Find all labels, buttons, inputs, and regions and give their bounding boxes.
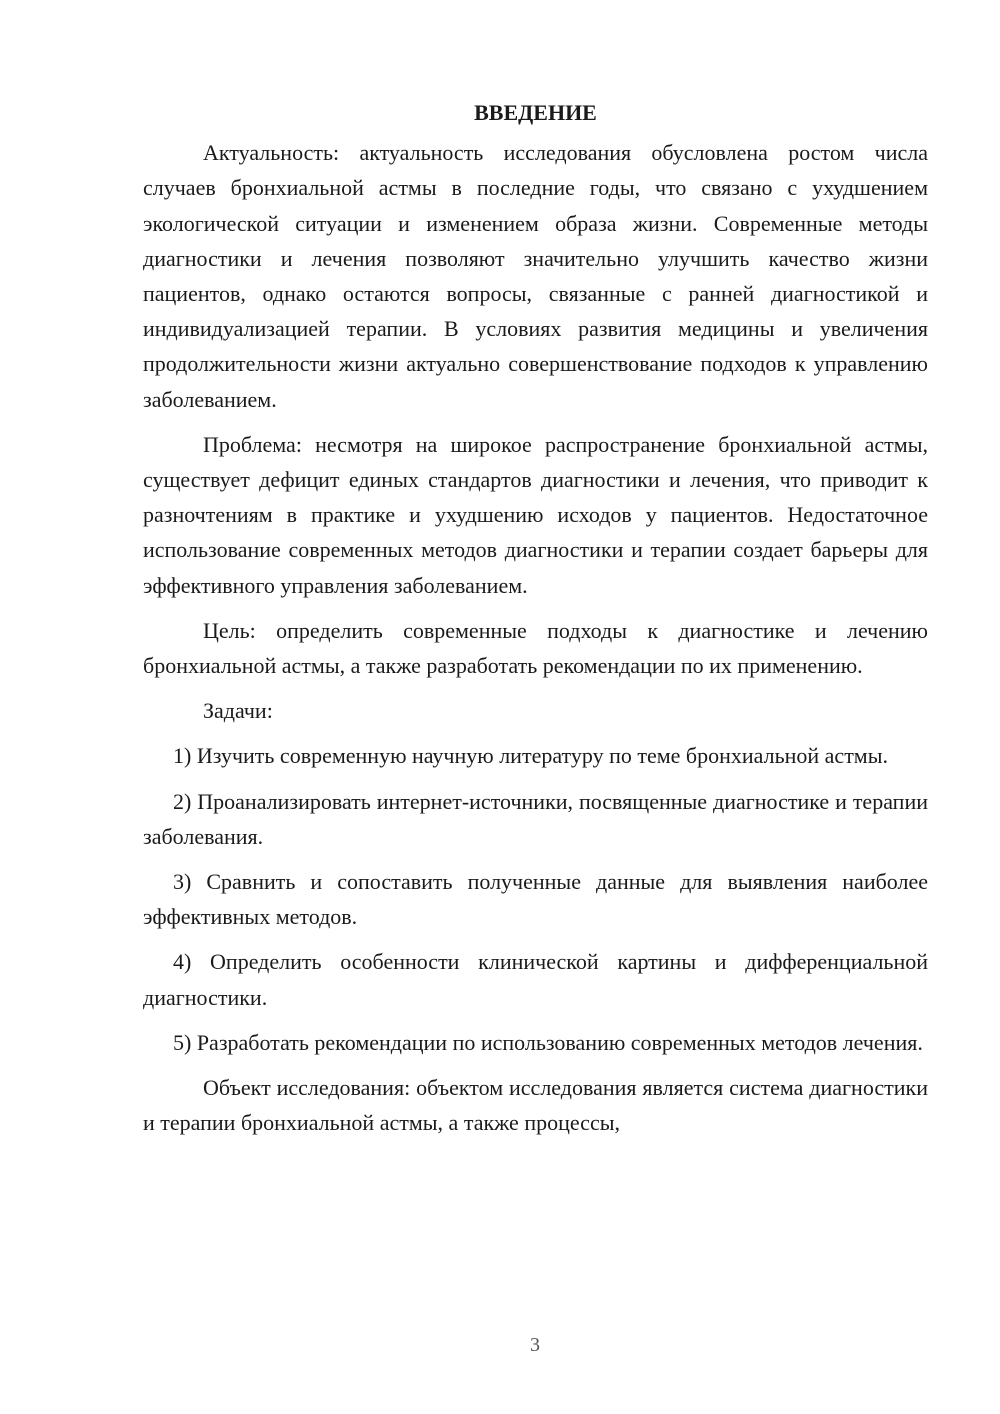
paragraph-goal: Цель: определить современные подходы к диагностике и лечению бронхиальной астмы, а также разработать рекомендации по их применению. <box>143 617 928 679</box>
task-item-5: 5) Разработать рекомендации по использованию современных методов лечения. <box>173 1029 923 1055</box>
paragraph-problem: Проблема: несмотря на широкое распространение бронхиальной астмы, существует дефицит единых стандартов диагностики и лечения, что приводит к разночтениям в практике и ухудшению исходов у пациентов. Недостаточное использование современных методов диагностики и терапии создает барьеры для эффективного управления заболеванием. <box>143 431 928 598</box>
task-item-2: 2) Проанализировать интернет-источники, посвященные диагностике и терапии заболевания. <box>143 788 928 849</box>
task-item-4: 4) Определить особенности клинической картины и дифференциальной диагностики. <box>143 949 928 1010</box>
paragraph-object: Объект исследования: объектом исследования является система диагностики и терапии бронхиальной астмы, а также процессы, <box>143 1075 928 1136</box>
page-number: 3 <box>530 1334 540 1356</box>
tasks-heading: Задачи: <box>203 698 273 724</box>
document-body <box>143 95 928 1150</box>
section-title: ВВЕДЕНИЕ <box>474 100 597 125</box>
paragraph-relevance: Актуальность: актуальность исследования обусловлена ростом числа случаев бронхиальной астмы в последние годы, что связано с ухудшением экологической ситуации и изменением образа жизни. Современные методы диагностики и лечения позволяют значительно улучшить качество жизни пациентов, однако остаются вопросы, связанные с ранней диагностикой и индивидуализацией терапии. В условиях развития медицины и увеличения продолжительности жизни актуально совершенствование подходов к управлению заболеванием. <box>143 140 928 412</box>
task-item-3: 3) Сравнить и сопоставить полученные данные для выявления наиболее эффективных методов. <box>143 869 928 930</box>
task-item-1: 1) Изучить современную научную литературу по теме бронхиальной астмы. <box>173 743 889 769</box>
